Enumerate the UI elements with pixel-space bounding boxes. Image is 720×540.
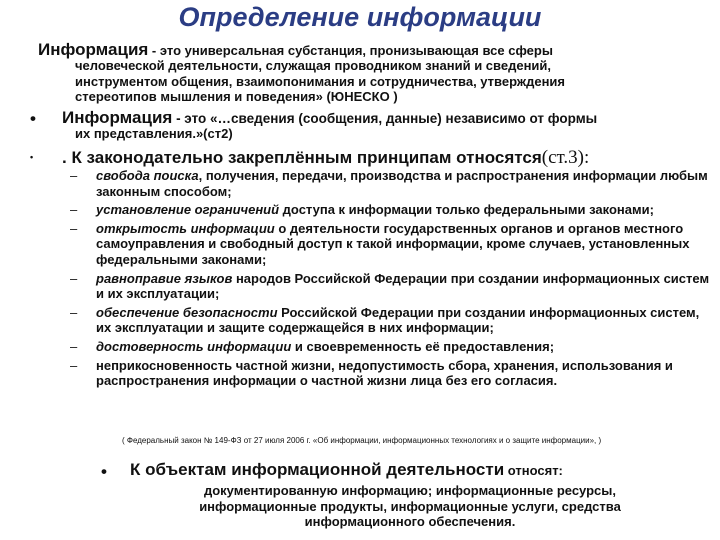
unesco-definition-lead	[38, 40, 553, 60]
list-item	[70, 271, 710, 302]
law-source-citation: ( Федеральный закон № 149-ФЗ от 27 июля 2006 г. «Об информации, информационных технологиях и о защите информации», )	[122, 436, 602, 445]
principle-emphasis: установление ограничений	[96, 202, 280, 218]
principle-text: о деятельности государственных органов и органов местного самоуправления и свободный доступ к такой информации, кроме случаев, установленных федеральными законами;	[96, 220, 690, 267]
unesco-definition-continuation	[75, 58, 715, 105]
term-information: Информация	[62, 108, 173, 127]
list-item	[70, 305, 710, 336]
list-item	[70, 202, 710, 218]
term-information: Информация	[38, 40, 149, 59]
objects-line: информационные продукты, информационные услуги, средства	[199, 498, 621, 514]
list-item	[70, 168, 710, 199]
dash-marker: –	[70, 220, 78, 236]
principle-text: Российской Федерации при создании информационных систем, их эксплуатации и защите содержащейся в них информации;	[96, 304, 700, 336]
objects-line: информационного обеспечения.	[304, 514, 516, 529]
principle-emphasis: открытость информации	[96, 220, 275, 236]
dash-marker: –	[70, 168, 78, 183]
objects-heading	[130, 460, 563, 480]
principles-heading-text: . К законодательно закреплённым принципам относятся	[62, 148, 542, 167]
dash-marker: –	[70, 338, 78, 354]
principles-list	[70, 168, 710, 392]
list-item	[70, 358, 710, 389]
law-definition-text: - это «…сведения (сообщения, данные) независимо от формы	[172, 111, 598, 126]
principle-emphasis: равноправие языков	[96, 270, 233, 286]
principle-emphasis: достоверность информации	[96, 338, 292, 354]
dash-marker: –	[70, 304, 78, 320]
principle-emphasis: обеспечение безопасности	[96, 304, 278, 320]
definition-line: человеческой деятельности, служащая проводником знаний и сведений,	[75, 58, 552, 73]
objects-list	[120, 483, 700, 530]
dash-marker: –	[70, 357, 78, 373]
bullet-marker: •	[30, 152, 34, 162]
law-definition-continuation: их представления.»(ст2)	[75, 126, 233, 141]
article-reference: (ст.3):	[541, 147, 590, 168]
definition-line: стереотипов мышления и поведения» (ЮНЕСКО )	[75, 89, 398, 104]
objects-heading-suffix: относят:	[504, 463, 563, 478]
dash-marker: –	[70, 270, 78, 286]
bullet-marker: •	[101, 462, 107, 481]
principle-emphasis: свобода поиска	[96, 168, 199, 183]
principles-heading	[62, 147, 589, 169]
bullet-marker: •	[30, 109, 36, 128]
list-item	[70, 339, 710, 355]
principle-text: , получения, передачи, производства и распространения информации любым законным способом;	[96, 168, 708, 199]
dash-marker: –	[70, 202, 78, 218]
principle-text: и своевременность её предоставления;	[291, 338, 555, 354]
definition-line: инструментом общения, взаимопонимания и сотрудничества, утверждения	[75, 73, 565, 89]
objects-line: документированную информацию; информационные ресурсы,	[203, 483, 617, 498]
law-definition-lead	[62, 108, 597, 128]
principle-text: неприкосновенность частной жизни, недопустимость сбора, хранения, использования и распространения информации о частной жизни лица без его согласия.	[96, 357, 673, 389]
list-item	[70, 221, 710, 268]
objects-heading-text: К объектам информационной деятельности	[130, 460, 505, 479]
principle-text: народов Российской Федерации при создании информационных систем и их эксплуатации;	[96, 270, 710, 302]
page-title: Определение информации	[178, 2, 542, 32]
definition-text: - это универсальная субстанция, пронизывающая все сферы	[148, 43, 553, 58]
principle-text: доступа к информации только федеральными законами;	[279, 202, 654, 218]
